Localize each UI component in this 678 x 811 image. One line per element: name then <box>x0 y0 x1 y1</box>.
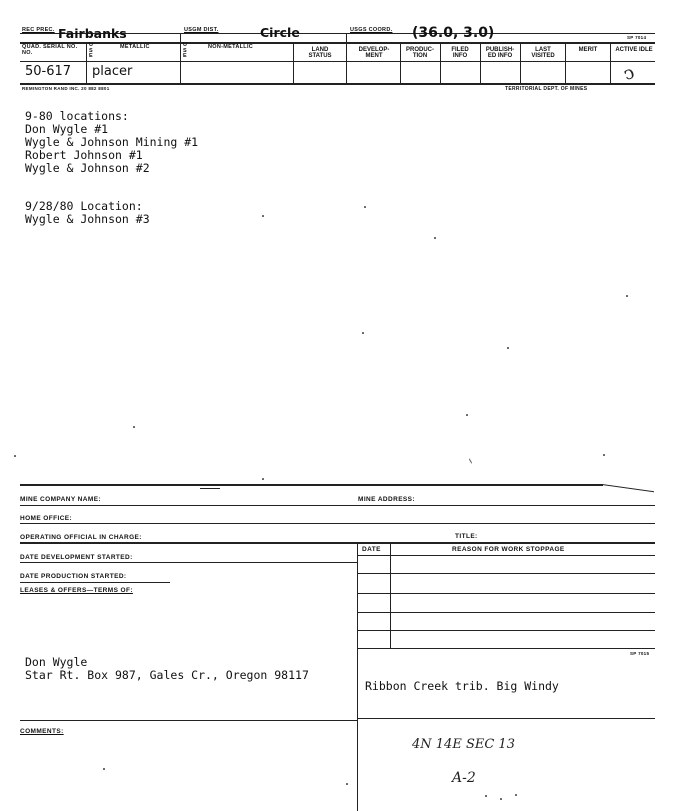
speck <box>14 455 16 457</box>
speck <box>103 768 105 770</box>
speck <box>603 454 605 456</box>
center-divider <box>357 542 358 811</box>
usgs-coord-value: (36.0, 3.0) <box>412 25 495 41</box>
comments-label: COMMENTS: <box>20 728 64 735</box>
col-div-10 <box>610 42 611 83</box>
speck <box>346 783 348 785</box>
mine-company-name-label: MINE COMPANY NAME: <box>20 496 101 503</box>
metallic-label: METALLIC <box>120 44 150 50</box>
territorial-line: TERRITORIAL DEPT. OF MINES <box>505 86 588 92</box>
active-mark: ↄ <box>620 61 638 86</box>
handwritten-code: A-2 <box>452 770 476 786</box>
note-line: 9-80 locations: <box>25 109 129 123</box>
form-number-top: SP 7014 <box>627 35 647 40</box>
title-label: TITLE: <box>455 533 478 540</box>
speck <box>500 798 502 800</box>
date-col-label: DATE <box>362 546 381 553</box>
merit-label: MERIT <box>578 47 598 53</box>
nonmetallic-label: NON-METALLIC <box>208 44 254 50</box>
header-rule-2 <box>20 42 655 44</box>
speck <box>485 795 487 797</box>
lower-rule-1 <box>20 505 655 506</box>
stoppage-rule-5 <box>358 648 655 649</box>
active-idle-label: ACTIVE IDLE <box>615 47 653 53</box>
production-label: PRODUC-TION <box>406 47 434 59</box>
speck <box>434 237 436 239</box>
lower-rule-5 <box>20 582 170 583</box>
nonmetallic-use-label: U S E <box>183 42 188 59</box>
speck <box>262 478 264 480</box>
note-line: Don Wygle #1 <box>25 122 109 136</box>
speck <box>364 206 366 208</box>
col-div-3 <box>86 42 87 83</box>
col-div-6 <box>440 42 441 83</box>
usgs-coord-label: USGS COORD. <box>350 27 393 33</box>
note-line: Wygle & Johnson Mining #1 <box>25 135 199 149</box>
col-div-7 <box>480 42 481 83</box>
speck <box>507 347 509 349</box>
date-production-label: DATE PRODUCTION STARTED: <box>20 573 127 580</box>
usgm-dist-label: USGM DIST. <box>184 27 219 33</box>
last-visited-label: LAST VISITED <box>531 47 555 59</box>
col-div-2 <box>346 33 347 83</box>
lower-top-rule <box>20 484 603 486</box>
date-development-label: DATE DEVELOPMENT STARTED: <box>20 554 133 561</box>
owner-name: Don Wygle <box>25 655 88 669</box>
note-line: Wygle & Johnson #2 <box>25 161 150 175</box>
speck <box>466 414 468 416</box>
rec-prec-label: REC PREC. <box>22 27 55 33</box>
stoppage-header-rule <box>358 555 655 556</box>
date-col-divider <box>390 542 391 648</box>
comments-top-rule <box>20 720 357 721</box>
lower-rule-2 <box>20 523 655 524</box>
col-div-8 <box>520 42 521 83</box>
reason-col-label: REASON FOR WORK STOPPAGE <box>452 546 565 553</box>
published-info-label: PUBLISH-ED INFO <box>485 47 515 59</box>
note-line: Wygle & Johnson #3 <box>25 212 150 226</box>
torn-rule <box>602 484 654 502</box>
speck <box>262 215 264 217</box>
col-div-5 <box>400 42 401 83</box>
lower-rule-4 <box>20 562 357 563</box>
speck <box>626 295 628 297</box>
rec-prec-value: Fairbanks <box>58 26 127 41</box>
printer-line: REMINGTON RAND INC. 20 882 8801 <box>22 86 110 91</box>
stoppage-rule-3 <box>358 612 655 613</box>
col-div-9 <box>565 42 566 83</box>
speck <box>515 794 517 796</box>
col-div-1 <box>180 33 181 83</box>
filed-info-label: FILED INFO <box>451 47 469 59</box>
serial-value: 50-617 <box>25 64 72 79</box>
leases-label: LEASES & OFFERS—TERMS OF: <box>20 587 133 594</box>
location-note: Ribbon Creek trib. Big Windy <box>365 679 559 693</box>
speck <box>362 332 364 334</box>
right-lower-rule <box>357 718 655 719</box>
quad-serial-label: QUAD. SERIAL NO. NO. <box>22 44 78 56</box>
handwritten-sec: 4N 14E SEC 13 <box>412 737 515 752</box>
mine-address-label: MINE ADDRESS: <box>358 496 415 503</box>
speck <box>133 426 135 428</box>
header-bottom-rule <box>20 83 655 85</box>
form-number-bottom: SP 7015 <box>630 651 650 656</box>
note-line: Robert Johnson #1 <box>25 148 143 162</box>
col-div-4 <box>293 42 294 83</box>
note-line: 9/28/80 Location: <box>25 199 143 213</box>
stoppage-rule-1 <box>358 573 655 574</box>
stoppage-rule-4 <box>358 630 655 631</box>
metallic-value: placer <box>92 64 133 79</box>
rule-fragment <box>200 488 220 489</box>
speck <box>469 458 473 464</box>
usgm-dist-value: Circle <box>260 25 300 40</box>
development-label: DEVELOP-MENT <box>358 47 390 59</box>
lower-rule-3 <box>20 542 655 544</box>
home-office-label: HOME OFFICE: <box>20 515 73 522</box>
owner-address: Star Rt. Box 987, Gales Cr., Oregon 98117 <box>25 668 309 682</box>
stoppage-rule-2 <box>358 593 655 594</box>
header-rule-3 <box>20 61 655 62</box>
operating-official-label: OPERATING OFFICIAL IN CHARGE: <box>20 534 142 541</box>
metallic-use-label: U S E <box>89 42 94 59</box>
land-status-label: LAND STATUS <box>308 47 332 59</box>
